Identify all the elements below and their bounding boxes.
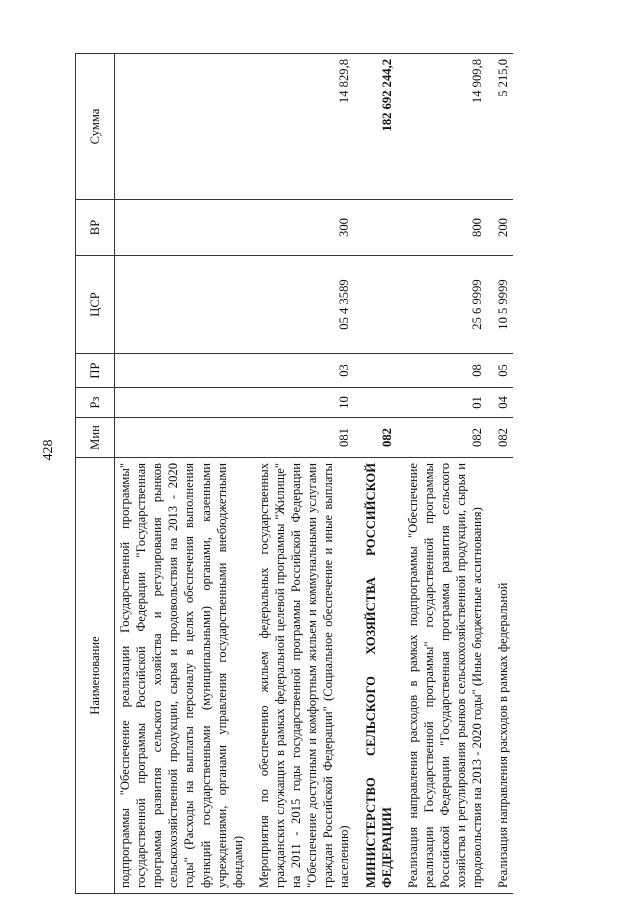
row-sum: 14 829,8 [248,54,355,200]
row-csr [115,256,248,354]
budget-table [75,53,513,894]
row-min: 082 [487,418,513,458]
header-row [76,54,115,894]
page-number: 428 [41,439,56,461]
table-row [397,54,488,894]
row-rz: 04 [487,388,513,418]
row-name: МИНИСТЕРСТВО СЕЛЬСКОГО ХОЗЯЙСТВА РОССИЙСКОЙ ФЕДЕРАЦИИ [355,458,397,894]
row-csr: 05 4 3589 [248,256,355,354]
row-pr [355,354,397,388]
table-row-ministry [355,54,397,894]
row-pr: 05 [487,354,513,388]
table-header [76,54,115,894]
row-vr: 200 [487,200,513,256]
row-rz: 10 [248,388,355,418]
table-row [248,54,355,894]
table-row [487,54,513,894]
row-min: 082 [355,418,397,458]
row-vr [115,200,248,256]
table-body [115,54,514,894]
row-min: 082 [397,418,488,458]
row-rz [115,388,248,418]
row-pr [115,354,248,388]
header-vr: ВР [76,200,115,256]
row-rz: 01 [397,388,488,418]
table-row [115,54,248,894]
row-pr: 08 [397,354,488,388]
budget-sheet [75,54,605,894]
row-sum: 182 692 244,2 [355,54,397,200]
row-csr: 10 5 9999 [487,256,513,354]
row-min [115,418,248,458]
row-rz [355,388,397,418]
header-rz: Рз [76,388,115,418]
header-sum: Сумма [76,54,115,200]
row-pr: 03 [248,354,355,388]
row-sum: 14 909,8 [397,54,488,200]
row-name: подпрограммы "Обеспечение реализации Государственной программы" государственной программы Российской Федерации "Государственная программа развития сельского хозяйства и регулирования рынков сельскохозяйственной продукции, сырья и продовольствия на 2013 - 2020 годы" (Расходы на выплаты персоналу в целях обеспечения выполнения функций государственными (муниципальными) органами, казенными учреждениями, органами управления государственными внебюджетными фондами) [115,458,248,894]
row-sum [115,54,248,200]
row-name: Реализация направления расходов в рамках подпрограммы "Обеспечение реализации Государственной программы" государственной программы Российской Федерации "Государственная программа развития сельского хозяйства и регулирования рынков сельскохозяйственной продукции, сырья и продовольствия на 2013 - 2020 годы" (Иные бюджетные ассигнования) [397,458,488,894]
row-name: Мероприятия по обеспечению жильем федеральных государственных гражданских служащих в рамках федеральной целевой программы "Жилище" на 2011 - 2015 годы государственной программы Российской Федерации "Обеспечение доступным и комфортным жильем и коммунальными услугами граждан Российской Федерации" (Социальное обеспечение и иные выплаты населению) [248,458,355,894]
header-min: Мин [76,418,115,458]
header-pr: ПР [76,354,115,388]
row-name: Реализация направления расходов в рамках федеральной [487,458,513,894]
row-sum: 5 215,0 [487,54,513,200]
row-vr [355,200,397,256]
row-vr: 300 [248,200,355,256]
row-csr [355,256,397,354]
row-csr: 25 6 9999 [397,256,488,354]
row-min: 081 [248,418,355,458]
header-name: Наименование [76,458,115,894]
header-csr: ЦСР [76,256,115,354]
row-vr: 800 [397,200,488,256]
